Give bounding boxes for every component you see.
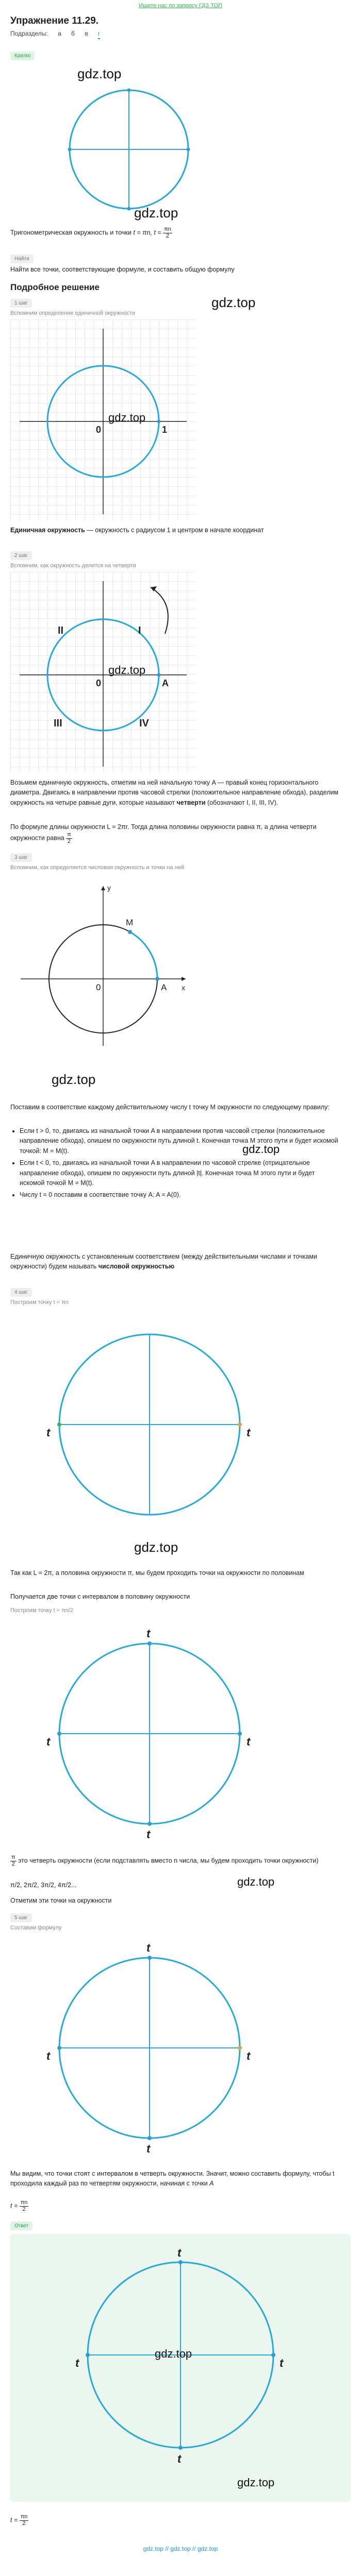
t-right-label: t <box>280 2357 284 2369</box>
definition-text: Единичная окружность — окружность с радиусом 1 и центром в начале координат <box>10 527 264 534</box>
step-4-caption: Построим точку t = πn <box>10 1299 69 1306</box>
brief-text-1: Тригонометрическая окружность и точки <box>10 229 132 236</box>
quarters-bold: четверти <box>176 799 206 806</box>
numeric-circle-text-1: Единичную окружность с установленным соответствием (между действительными числами и точками окружности) будем называть <box>10 1253 317 1270</box>
origin-label: 0 <box>96 678 102 688</box>
quarters-text <box>10 778 340 808</box>
series-text: π/2, 2π/2, 3π/2, 4π/2... <box>10 1882 77 1889</box>
tab-b[interactable]: б <box>71 30 75 37</box>
t-left-label: t <box>46 1426 51 1439</box>
quarter-step-text-1: это четверть окружности (если подставлять вместо n числа, мы будем проходить точки окружности) <box>18 1857 319 1865</box>
answer-box <box>10 2234 351 2502</box>
half-text: Так как L = 2π, а половина окружности π, мы будем проходить точки на окружности по половинам <box>10 1569 304 1577</box>
list-item: • Числу t = 0 поставим в соответствие точку A: A = A(0). <box>20 1190 340 1200</box>
point-a-label: A <box>162 678 169 688</box>
list-item: • Если t > 0, то, двигаясь из начальной точки A в направлении против часовой стрелки (положительное направление обхода), опишем по окружности путь длиной t. Конечная точка M этого пути и будет искомой точкой: M = M(t). <box>20 1126 340 1156</box>
step-6-circle-diagram <box>21 1942 278 2159</box>
quarters-text-1: Возьмем единичную окружность, отметим на ней начальную точку A — правый конец горизонтального диаметра. Двигаясь в направлении против часовой стрелки (положительное направление обхода), разделим окружность на четыре равные дуги, которые называют <box>10 779 339 806</box>
watermark: gdz.top <box>134 205 178 221</box>
t-top-label: t <box>146 1628 151 1640</box>
step-2-badge: 2 шаг <box>10 551 32 560</box>
watermark: gdz.top <box>237 1875 275 1888</box>
brief-text: Тригонометрическая окружность и точки t = πn, t = $\frac{\pi n}{2}$ <box>10 226 171 239</box>
x-axis-label: x <box>182 984 185 992</box>
t-bottom-label: t <box>146 1828 151 1841</box>
subsection-tabs <box>10 30 108 39</box>
t-left-label: t <box>75 2357 79 2369</box>
mapping-list <box>10 1126 340 1202</box>
brief-task: Найти все точки, соответствующие формуле, и составить общую формулу <box>10 266 235 273</box>
point-top <box>127 89 131 92</box>
quarter-3-label: III <box>54 718 62 729</box>
quarters-text-2: (обозначают I, II, III, IV). <box>207 799 278 806</box>
mark-text: Отметим эти точки на окружности <box>10 1897 112 1904</box>
origin-label: 0 <box>96 425 102 435</box>
t-right-label: t <box>247 1735 251 1748</box>
mapping-intro: Поставим в соответствие каждому действительному числу t точку M окружности по следующему правилу: <box>10 1104 330 1111</box>
answer-badge: Ответ <box>10 2222 32 2230</box>
brief-circle-diagram <box>62 82 196 216</box>
t-top-label: t <box>177 2246 182 2259</box>
answer-formula: t = $\frac{\pi n}{2}$ <box>10 2514 28 2527</box>
quarter-1-label: I <box>138 625 141 636</box>
definition-bold: Единичная окружность <box>10 527 85 534</box>
length-text: По формуле длины окружности L = 2πr. Тогда длина половины окружности равна π, а длина четверти окружности равна $\frac{\pi}{2}$ <box>10 823 317 844</box>
step-3-badge: 3 шаг <box>10 853 32 862</box>
point-right <box>187 148 190 151</box>
tab-g[interactable]: г <box>98 30 100 39</box>
step-5-circle-diagram <box>21 1628 278 1844</box>
list-item: • Если t < 0, то, двигаясь из начальной точки A в направлении по часовой стрелке (отрицательное направление обхода), опишем по окружности путь длиной |t|. Конечная точка M этого пути и будет искомой точкой M = M(t). <box>20 1158 340 1188</box>
watermark: gdz.top <box>211 295 256 310</box>
footer-links[interactable]: gdz.top // gdz.top // gdz.top <box>143 2545 218 2552</box>
watermark: gdz.top <box>77 66 122 81</box>
watermark: gdz.top <box>237 2476 275 2489</box>
answer-circle-diagram <box>52 2244 309 2471</box>
t-top-label: t <box>146 1942 151 1954</box>
find-badge: Найти <box>10 255 34 263</box>
t-bottom-label: t <box>146 2142 151 2155</box>
numeric-circle-diagram <box>10 876 196 1061</box>
tab-a[interactable]: а <box>58 30 61 37</box>
step-4-circle-diagram <box>21 1319 278 1535</box>
t-left-label: t <box>46 1735 51 1748</box>
tabs-label: Подразделы: <box>10 30 48 37</box>
quarters-points-text: Получается две точки с интервалом в половину окружности <box>10 1593 190 1600</box>
watermark: gdz.top <box>134 1539 178 1555</box>
numeric-circle-bold: числовой окружностью <box>98 1263 175 1270</box>
step-6-badge: 5 шаг <box>10 1913 32 1922</box>
quarters-grid-diagram <box>10 572 196 773</box>
quarter-4-label: IV <box>139 718 149 729</box>
step-1-grid-diagram <box>10 319 196 520</box>
step-3-caption: Вспомним, как определяется числовая окружность и точки на ней <box>10 865 184 871</box>
watermark: gdz.top <box>242 1143 280 1156</box>
watermark: gdz.top <box>52 1072 96 1087</box>
detailed-title: Подробное решение <box>10 282 100 292</box>
conclusion-text-1: Мы видим, что точки стоят с интервалом в четверть окружности. Значит, можно составить формулу, чтобы t проходила каждый раз по четвертям окружности, начиная с точки <box>10 2170 335 2188</box>
t-right-label: t <box>247 2049 251 2062</box>
formula-line: t = $\frac{\pi n}{2}$ <box>10 2199 28 2212</box>
step-4-badge: 4 шаг <box>10 1288 32 1297</box>
promo-bar <box>0 0 361 11</box>
tab-v[interactable]: в <box>85 30 88 37</box>
one-label: 1 <box>162 425 168 435</box>
quarter-step-text: $\frac{\pi}{2}$ это четверть окружности (если подставлять вместо n числа, мы будем проходить точки окружности) <box>11 1854 319 1867</box>
t-bottom-label: t <box>177 2452 182 2465</box>
length-text-1: По формуле длины окружности L = 2πr. Тогда длина половины окружности равна π, а длина четверти окружности равна <box>10 823 317 842</box>
brief-badge: Кратко <box>10 52 35 60</box>
promo-link[interactable]: Ищите нас по запросу ГДЗ ТОП <box>139 3 222 9</box>
watermark: gdz.top <box>108 664 146 676</box>
y-axis-label: y <box>107 884 111 892</box>
watermark: gdz.top <box>155 2347 192 2360</box>
step-1-badge: 1 шаг <box>10 299 32 308</box>
point-a-label: A <box>161 982 167 992</box>
step-1-caption: Вспомним определение единичной окружности <box>10 310 136 316</box>
watermark: gdz.top <box>108 411 146 424</box>
step-6-caption: Составим формулу <box>10 1925 62 1931</box>
step-2-caption: Вспомним, как окружность делится на четверти <box>10 563 136 569</box>
point-left <box>68 148 72 151</box>
quarter-2-label: II <box>58 625 64 636</box>
t-left-label: t <box>46 2049 51 2062</box>
point-bottom <box>127 207 131 211</box>
numeric-circle-text <box>10 1252 340 1272</box>
step-5-caption: Построим точку t = πn/2 <box>10 1607 74 1614</box>
page-title: Упражнение 11.29. <box>10 15 99 26</box>
conclusion-text: Мы видим, что точки стоят с интервалом в четверть окружности. Значит, можно составить формулу, чтобы t проходила каждый раз по четвертям окружности, начиная с точки A <box>10 2170 335 2188</box>
point-m-label: M <box>126 918 134 927</box>
t-right-label: t <box>247 1426 251 1439</box>
origin-label: 0 <box>96 982 101 992</box>
